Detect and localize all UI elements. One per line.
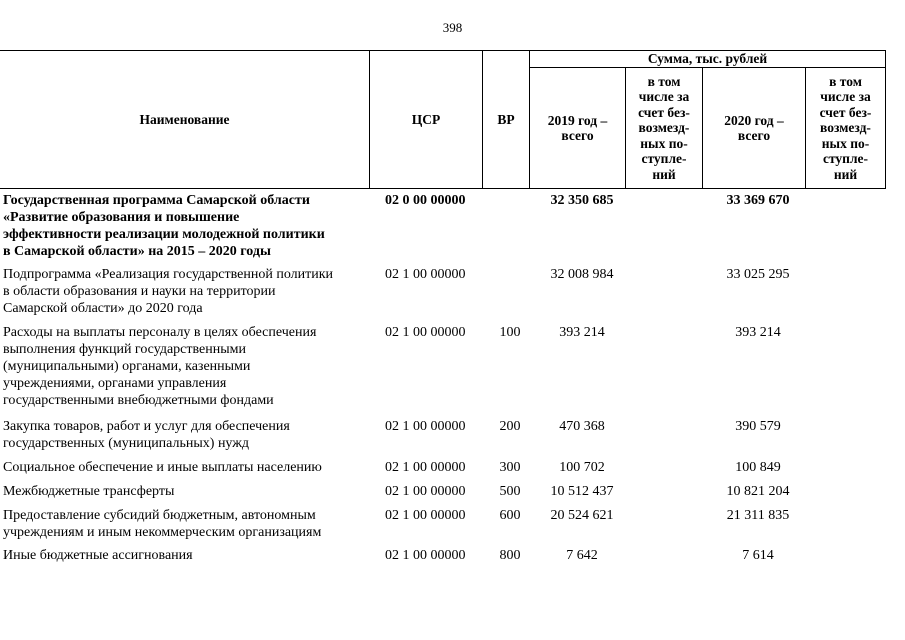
row-name-line: выполнения функций государственными [3,342,246,357]
row-2020-total: 33 025 295 [726,267,790,282]
header-incl1-line: ний [652,166,676,182]
row-name-line: Расходы на выплаты персоналу в целях обеспечения [3,325,317,340]
header-incl1-line: ных по- [640,135,688,151]
page-number: 398 [442,20,463,35]
row-name [3,483,365,500]
row-name [3,547,365,564]
header-incl1-line: числе за [638,89,690,105]
row-name [3,459,365,476]
row-name-line: в Самарской области» на 2015 – 2020 годы [3,244,271,259]
header-2019-line-2: всего [561,128,594,143]
row-2019-total: 470 368 [559,419,605,434]
header-2019-line-1: 2019 год – [547,112,608,128]
row-csr: 02 1 00 00000 [385,508,466,523]
row-name-line: Государственная программа Самарской области [3,193,310,208]
row-2019-total: 32 350 685 [550,193,614,208]
row-2020-total: 33 369 670 [726,193,790,208]
row-vr: 100 [499,325,521,340]
row-name-line: государственными внебюджетными фондами [3,393,274,408]
header-incl1-line: ступле- [641,151,687,167]
header-incl2-line: ступле- [822,151,869,167]
table-header [0,50,886,189]
row-name-line: (муниципальными) органами, казенными [3,359,251,374]
row-name-line: Предоставление субсидий бюджетным, автономным [3,508,316,523]
header-incl1-line: возмезд- [638,120,690,136]
row-2020-total: 100 849 [735,460,781,475]
row-name-line: в области образования и науки на территории [3,284,276,299]
row-name-line: Подпрограмма «Реализация государственной политики [3,267,334,282]
row-csr: 02 0 00 00000 [385,193,466,208]
row-csr: 02 1 00 00000 [385,419,466,434]
row-name-line: эффективности реализации молодежной политики [3,227,325,242]
header-2020-incl [806,68,886,189]
header-csr: ЦСР [370,51,483,189]
row-name-line: «Развитие образования и повышение [3,210,240,225]
row-name-line: учреждениями, органами управления [3,376,227,391]
header-2019-total [530,68,626,189]
row-2019-total: 20 524 621 [550,508,614,523]
row-vr: 500 [499,484,521,499]
header-2020-total [703,68,806,189]
row-2019-total: 393 214 [559,325,605,340]
row-name-line: Социальное обеспечение и иные выплаты населению [3,460,322,475]
row-vr: 600 [499,508,521,523]
row-2019-total: 7 642 [566,548,598,563]
row-name [3,418,365,452]
header-vr: ВР [483,51,530,189]
row-name-line: государственных (муниципальных) нужд [3,436,250,451]
row-name [3,507,365,541]
header-incl1-line: счет без- [638,104,690,120]
row-name-line: Межбюджетные трансферты [3,484,175,499]
row-csr: 02 1 00 00000 [385,325,466,340]
row-name [3,324,365,409]
row-2020-total: 7 614 [742,548,774,563]
row-name-line: Иные бюджетные ассигнования [3,548,193,563]
header-incl2-line: счет без- [819,104,872,120]
row-2019-total: 32 008 984 [550,267,614,282]
row-csr: 02 1 00 00000 [385,267,466,282]
header-incl2-line: в том [829,73,862,89]
row-vr: 800 [499,548,521,563]
row-name [3,266,365,317]
header-incl2-line: ний [833,166,858,182]
row-name-line: Самарской области» до 2020 года [3,301,203,316]
header-sum-group: Сумма, тыс. рублей [530,51,886,68]
row-2020-total: 390 579 [735,419,781,434]
header-name: Наименование [0,51,370,189]
row-vr: 300 [499,460,521,475]
header-2020-line-2: всего [737,128,771,143]
row-name [3,192,365,260]
header-incl2-line: ных по- [821,135,870,151]
row-name-line: учреждениям и иным некоммерческим организациям [3,525,322,540]
row-2019-total: 10 512 437 [550,484,614,499]
row-2019-total: 100 702 [559,460,605,475]
row-2020-total: 10 821 204 [726,484,790,499]
row-name-line: Закупка товаров, работ и услуг для обеспечения [3,419,290,434]
row-csr: 02 1 00 00000 [385,484,466,499]
header-2019-incl [626,68,703,189]
header-incl1-line: в том [647,73,681,89]
header-incl2-line: числе за [820,89,871,105]
row-2020-total: 393 214 [735,325,781,340]
row-2020-total: 21 311 835 [726,508,790,523]
header-2020-line-1: 2020 год – [724,112,784,128]
row-vr: 200 [499,419,521,434]
row-csr: 02 1 00 00000 [385,460,466,475]
row-csr: 02 1 00 00000 [385,548,466,563]
header-incl2-line: возмезд- [820,120,871,136]
